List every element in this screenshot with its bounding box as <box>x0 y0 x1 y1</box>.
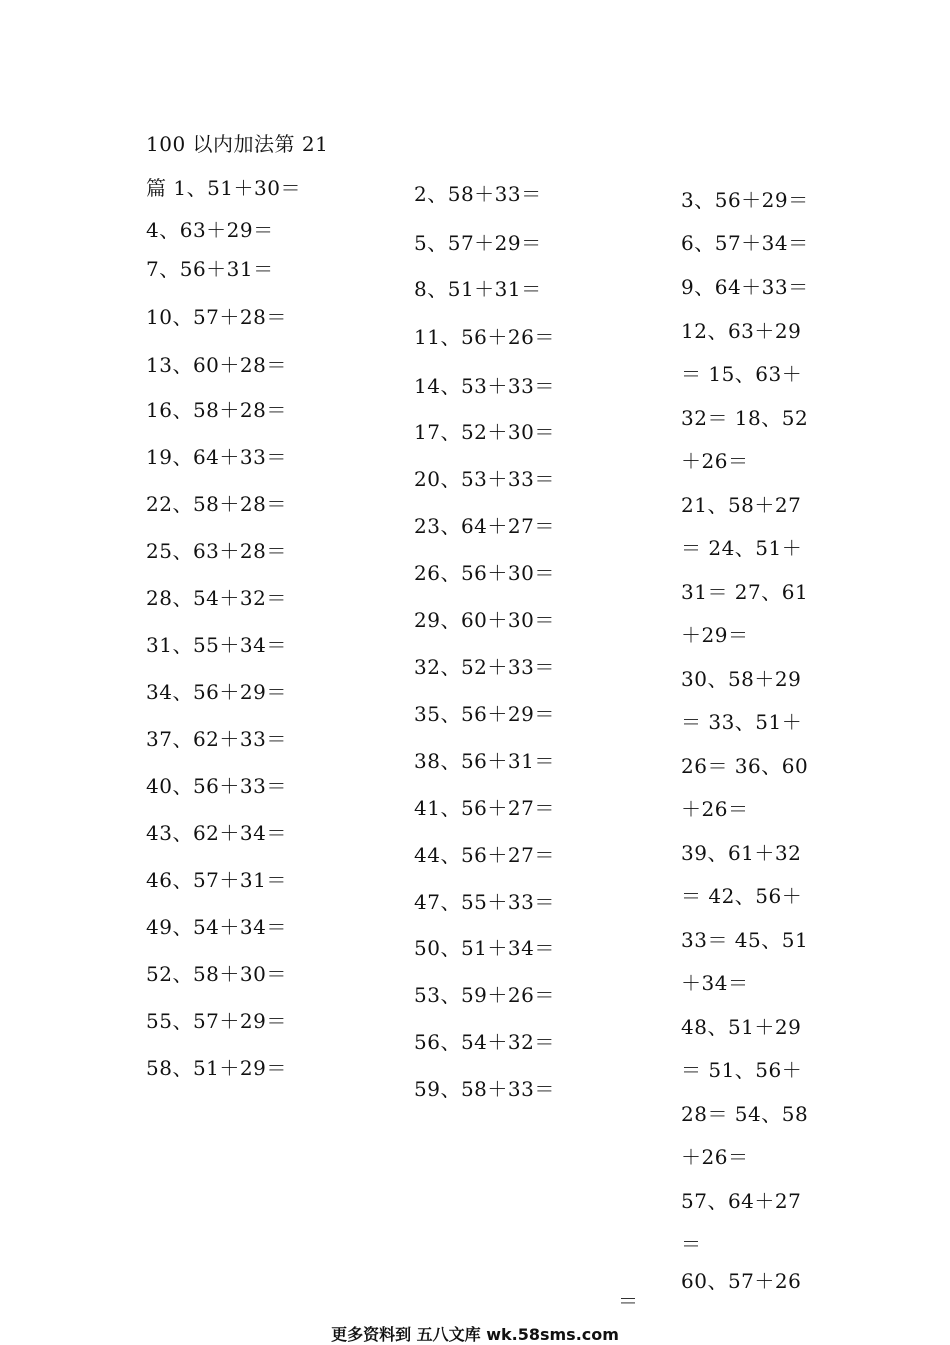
problem-line: 40、56＋33＝ <box>146 774 287 798</box>
problem-line: 29、60＋30＝ <box>414 608 555 632</box>
problem-line: 26＝ 36、60 <box>681 754 809 778</box>
problem-line: 14、53＋33＝ <box>414 374 555 398</box>
problem-line: 55、57＋29＝ <box>146 1009 287 1033</box>
problem-line: 20、53＋33＝ <box>414 467 555 491</box>
problem-line: 47、55＋33＝ <box>414 890 555 914</box>
problem-line: ＝ <box>681 1232 702 1256</box>
problem-line: 30、58＋29 <box>681 667 802 691</box>
problem-line: 5、57＋29＝ <box>414 231 542 255</box>
problem-line: 9、64＋33＝ <box>681 275 809 299</box>
problem-line: 34、56＋29＝ <box>146 680 287 704</box>
problem-line: 32＝ 18、52 <box>681 406 809 430</box>
problem-line: 3、56＋29＝ <box>681 188 809 212</box>
problem-line: 43、62＋34＝ <box>146 821 287 845</box>
problem-line: 32、52＋33＝ <box>414 655 555 679</box>
problem-line: 58、51＋29＝ <box>146 1056 287 1080</box>
problem-line: 6、57＋34＝ <box>681 231 809 255</box>
problem-line: 4、63＋29＝ <box>146 218 274 242</box>
problem-line: 8、51＋31＝ <box>414 277 542 301</box>
problem-line: 11、56＋26＝ <box>414 325 555 349</box>
problem-line: 16、58＋28＝ <box>146 398 287 422</box>
problem-line: 31、55＋34＝ <box>146 633 287 657</box>
stray-equals: ＝ <box>618 1289 639 1313</box>
title-line: 100 以内加法第 21 <box>146 132 329 156</box>
problem-line: ＋34＝ <box>681 971 749 995</box>
problem-line: ＋29＝ <box>681 623 749 647</box>
problem-line: 26、56＋30＝ <box>414 561 555 585</box>
problem-line: 21、58＋27 <box>681 493 802 517</box>
problem-line: ＝ 51、56＋ <box>681 1058 803 1082</box>
problem-line: 41、56＋27＝ <box>414 796 555 820</box>
problem-line: ＝ 42、56＋ <box>681 884 803 908</box>
problem-line: 篇 1、51＋30＝ <box>146 176 301 200</box>
problem-line: 19、64＋33＝ <box>146 445 287 469</box>
problem-line: ＝ 33、51＋ <box>681 710 803 734</box>
problem-line: ＋26＝ <box>681 1145 749 1169</box>
problem-line: 50、51＋34＝ <box>414 936 555 960</box>
problem-line: 31＝ 27、61 <box>681 580 809 604</box>
problem-line: 44、56＋27＝ <box>414 843 555 867</box>
problem-line: 2、58＋33＝ <box>414 182 542 206</box>
problem-line: 53、59＋26＝ <box>414 983 555 1007</box>
problem-line: 49、54＋34＝ <box>146 915 287 939</box>
problem-line: 12、63＋29 <box>681 319 802 343</box>
problem-line: 17、52＋30＝ <box>414 420 555 444</box>
problem-line: 56、54＋32＝ <box>414 1030 555 1054</box>
problem-line: 23、64＋27＝ <box>414 514 555 538</box>
problem-line: 7、56＋31＝ <box>146 257 274 281</box>
problem-line: 13、60＋28＝ <box>146 353 287 377</box>
problem-line: ＝ 24、51＋ <box>681 536 803 560</box>
problem-line: 25、63＋28＝ <box>146 539 287 563</box>
problem-line: 57、64＋27 <box>681 1189 802 1213</box>
problem-line: 22、58＋28＝ <box>146 492 287 516</box>
problem-line: 46、57＋31＝ <box>146 868 287 892</box>
problem-line: 28＝ 54、58 <box>681 1102 809 1126</box>
problem-line: 10、57＋28＝ <box>146 305 287 329</box>
problem-line: ＝ 15、63＋ <box>681 362 803 386</box>
problem-line: ＋26＝ <box>681 797 749 821</box>
problem-line: 33＝ 45、51 <box>681 928 809 952</box>
problem-line: 59、58＋33＝ <box>414 1077 555 1101</box>
footer-watermark: 更多资料到 五八文库 wk.58sms.com <box>331 1325 619 1344</box>
problem-line: 35、56＋29＝ <box>414 702 555 726</box>
problem-line: 52、58＋30＝ <box>146 962 287 986</box>
problem-line: 37、62＋33＝ <box>146 727 287 751</box>
problem-line: 28、54＋32＝ <box>146 586 287 610</box>
problem-line: 48、51＋29 <box>681 1015 802 1039</box>
problem-line: 39、61＋32 <box>681 841 802 865</box>
problem-line: ＋26＝ <box>681 449 749 473</box>
problem-line: 60、57＋26 <box>681 1269 802 1293</box>
problem-line: 38、56＋31＝ <box>414 749 555 773</box>
